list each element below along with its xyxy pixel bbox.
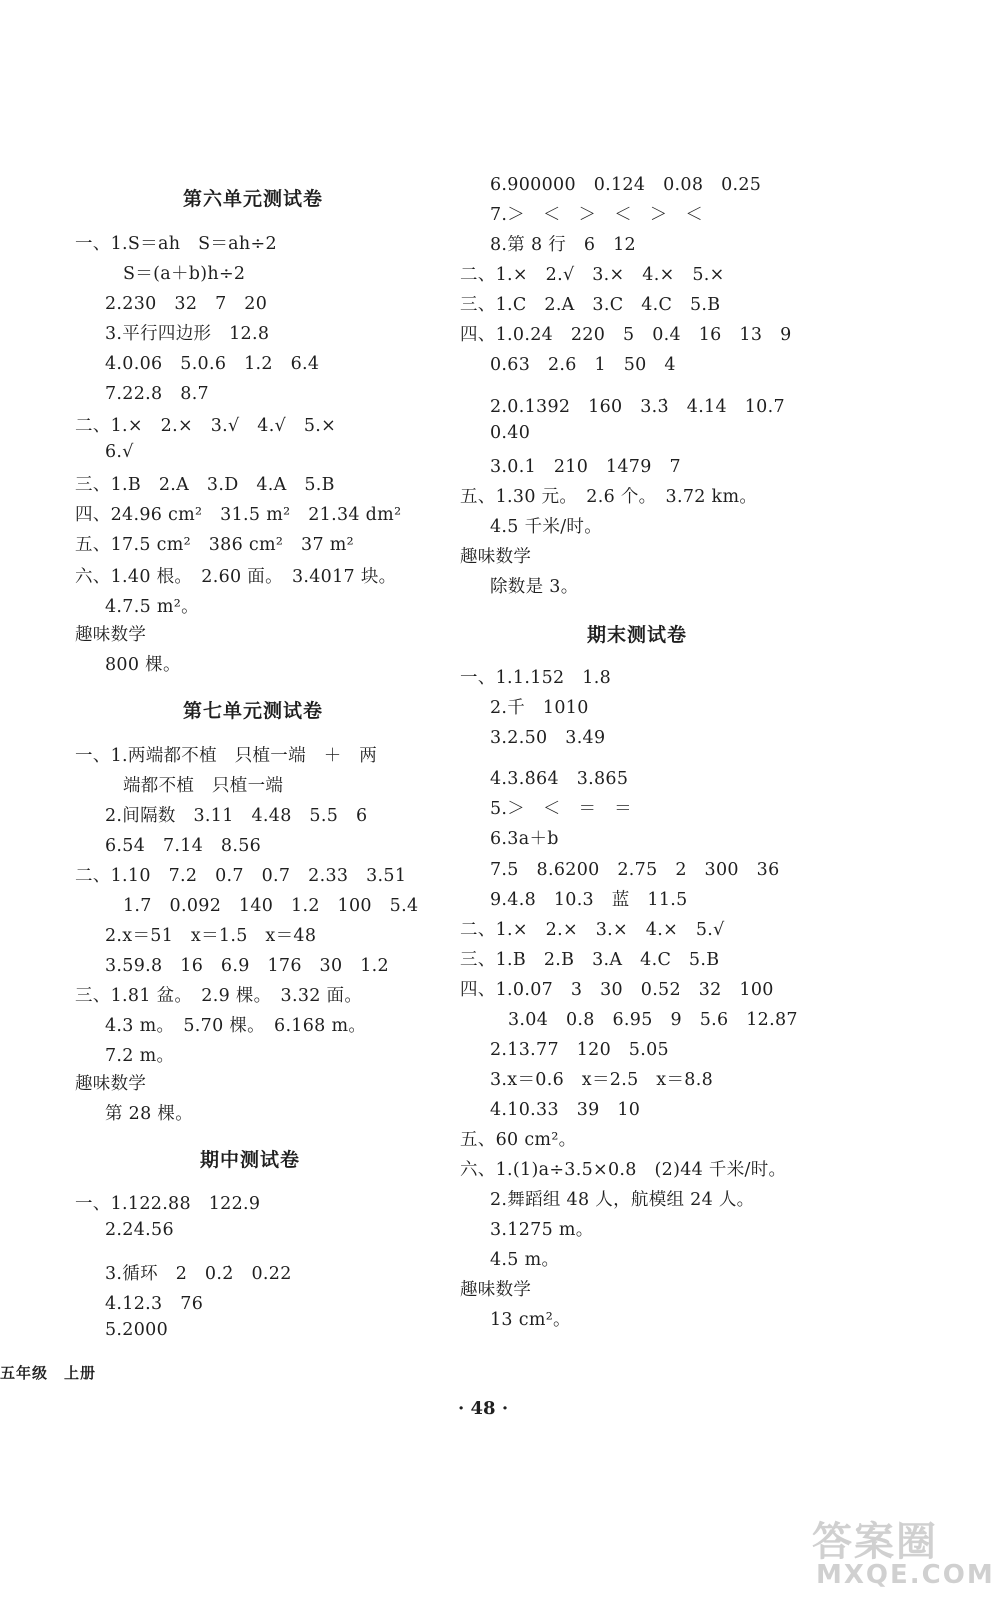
unit6-line: 三、1.B 2.A 3.D 4.A 5.B [75, 475, 335, 495]
final-line: 3.04 0.8 6.95 9 5.6 12.87 [508, 1010, 798, 1030]
final-line: 6.3a＋b [490, 829, 559, 849]
watermark-text-bottom: MXQE.COM [816, 1560, 995, 1590]
final-line: 3.x＝0.6 x＝2.5 x＝8.8 [490, 1070, 713, 1090]
final-line: 六、1.(1)a÷3.5×0.8 (2)44 千米/时。 [460, 1160, 787, 1180]
unit6-line: 四、24.96 cm² 31.5 m² 21.34 dm² [75, 505, 402, 525]
unit7-line: 4.3 m。 5.70 棵。 6.168 m。 [105, 1016, 367, 1036]
unit7-line: 二、1.10 7.2 0.7 0.7 2.33 3.51 [75, 866, 407, 886]
midterm-cont-line: 五、1.30 元。 2.6 个。 3.72 km。 [460, 487, 758, 507]
final-line: 4.3.8̇64̇ 3.865 [490, 769, 629, 789]
final-line: 二、1.× 2.× 3.× 4.× 5.√ [460, 920, 725, 940]
unit6-line: 7.22.8 8.7 [105, 384, 209, 404]
midterm-cont-line: 0.63 2.6 1 50 4 [490, 355, 676, 375]
final-line: 9.4.8 10.3 蓝 11.5 [490, 890, 688, 910]
unit7-line: 6.54 7.14 8.56 [105, 836, 262, 856]
final-line: 三、1.B 2.B 3.A 4.C 5.B [460, 950, 720, 970]
unit7-line: 3.59.8 16 6.9 176 30 1.2 [105, 956, 389, 976]
unit7-line: 7.2 m。 [105, 1046, 175, 1066]
unit7-line: 2.间隔数 3.11 4.48 5.5 6 [105, 806, 368, 826]
unit6-line: 二、1.× 2.× 3.√ 4.√ 5.× [75, 416, 337, 436]
final-line: 3.1275 m。 [490, 1220, 594, 1240]
midterm-cont-line: 二、1.× 2.√ 3.× 4.× 5.× [460, 265, 725, 285]
unit7-line: 趣味数学 [75, 1074, 147, 1094]
final-line: 一、1.1.152 1.8 [460, 668, 612, 688]
final-line: 2.13.77 120 5.05 [490, 1040, 669, 1060]
unit7-line: 三、1.81 盆。 2.9 棵。 3.32 面。 [75, 986, 363, 1006]
midterm-cont-line: 3.0.1 210 1479 7 [490, 457, 681, 477]
page-number: · 48 · [458, 1398, 509, 1419]
final-line: 3.2.50 3.49 [490, 728, 606, 748]
unit6-line: S＝(a＋b)h÷2 [123, 264, 246, 284]
unit6-line: 3.平行四边形 12.8 [105, 324, 270, 344]
midterm-line: 2.24.56 [105, 1220, 174, 1240]
unit7-line: 1.7 0.092 140 1.2 100 5.4 [123, 896, 419, 916]
midterm-line: 3.循环 2 0.2̇ 0.22 [105, 1264, 292, 1284]
unit6-line: 趣味数学 [75, 625, 147, 645]
final-line: 4.10.33 39 10 [490, 1100, 641, 1120]
unit6-line: 800 棵。 [105, 655, 181, 675]
unit7-line: 第 28 棵。 [105, 1104, 193, 1124]
final-line: 5.＞ ＜ ＝ ＝ [490, 799, 632, 819]
midterm-cont-line: 趣味数学 [460, 547, 532, 567]
unit6-line: 六、1.40 根。 2.60 面。 3.4017 块。 [75, 567, 397, 587]
unit7-line: 一、1.两端都不植 只植一端 ＋ 两 [75, 746, 378, 766]
midterm-line: 5.2000 [105, 1320, 169, 1340]
midterm-cont-line: 除数是 3。 [490, 577, 579, 597]
midterm-title: 期中测试卷 [200, 1149, 301, 1171]
unit6-line: 4.7.5 m²。 [105, 597, 199, 617]
final-line: 趣味数学 [460, 1280, 532, 1300]
unit6-title: 第六单元测试卷 [183, 188, 324, 210]
final-line: 2.千 1010 [490, 698, 589, 718]
final-line: 四、1.0.07 3 30 0.52 32 100 [460, 980, 774, 1000]
midterm-cont-line: 4.5 千米/时。 [490, 517, 602, 537]
grade-volume-footer: 五年级 上册 [0, 1364, 97, 1382]
unit6-line: 五、17.5 cm² 386 cm² 37 m² [75, 535, 354, 555]
midterm-cont-line: 四、1.0.24 220 5 0.4 16 13 9 [460, 325, 792, 345]
midterm-line: 一、1.122.88 122.9 [75, 1194, 261, 1214]
unit7-title: 第七单元测试卷 [183, 700, 324, 722]
unit7-line: 端都不植 只植一端 [123, 776, 284, 796]
midterm-cont-line: 7.＞ ＜ ＞ ＜ ＞ ＜ [490, 205, 704, 225]
midterm-cont-line: 0.40 [490, 423, 531, 443]
watermark-text-top: 答案圈 [812, 1519, 938, 1565]
final-line: 7.5 8.6200 2.75 2 300 36 [490, 860, 780, 880]
final-title: 期末测试卷 [587, 624, 688, 646]
midterm-cont-line: 2.0.1392 160 3.3̇ 4.14 10.7 [490, 397, 785, 417]
watermark-logo [812, 1510, 995, 1596]
midterm-cont-line: 三、1.C 2.A 3.C 4.C 5.B [460, 295, 721, 315]
final-line: 五、60 cm²。 [460, 1130, 577, 1150]
midterm-cont-line: 6.900000 0.124 0.08 0.25 [490, 175, 762, 195]
final-line: 2.舞蹈组 48 人，航模组 24 人。 [490, 1190, 755, 1210]
unit6-line: 6.√ [105, 442, 134, 462]
unit7-line: 2.x＝51 x＝1.5 x＝48 [105, 926, 317, 946]
midterm-line: 4.12.3 76 [105, 1294, 204, 1314]
unit6-line: 一、1.S＝ah S＝ah÷2 [75, 234, 277, 254]
unit6-line: 4.0.06 5.0.6 1.2 6.4 [105, 354, 320, 374]
midterm-cont-line: 8.第 8 行 6 12 [490, 235, 636, 255]
final-line: 4.5 m。 [490, 1250, 560, 1270]
final-line: 13 cm²。 [490, 1310, 571, 1330]
unit6-line: 2.230 32 7 20 [105, 294, 268, 314]
